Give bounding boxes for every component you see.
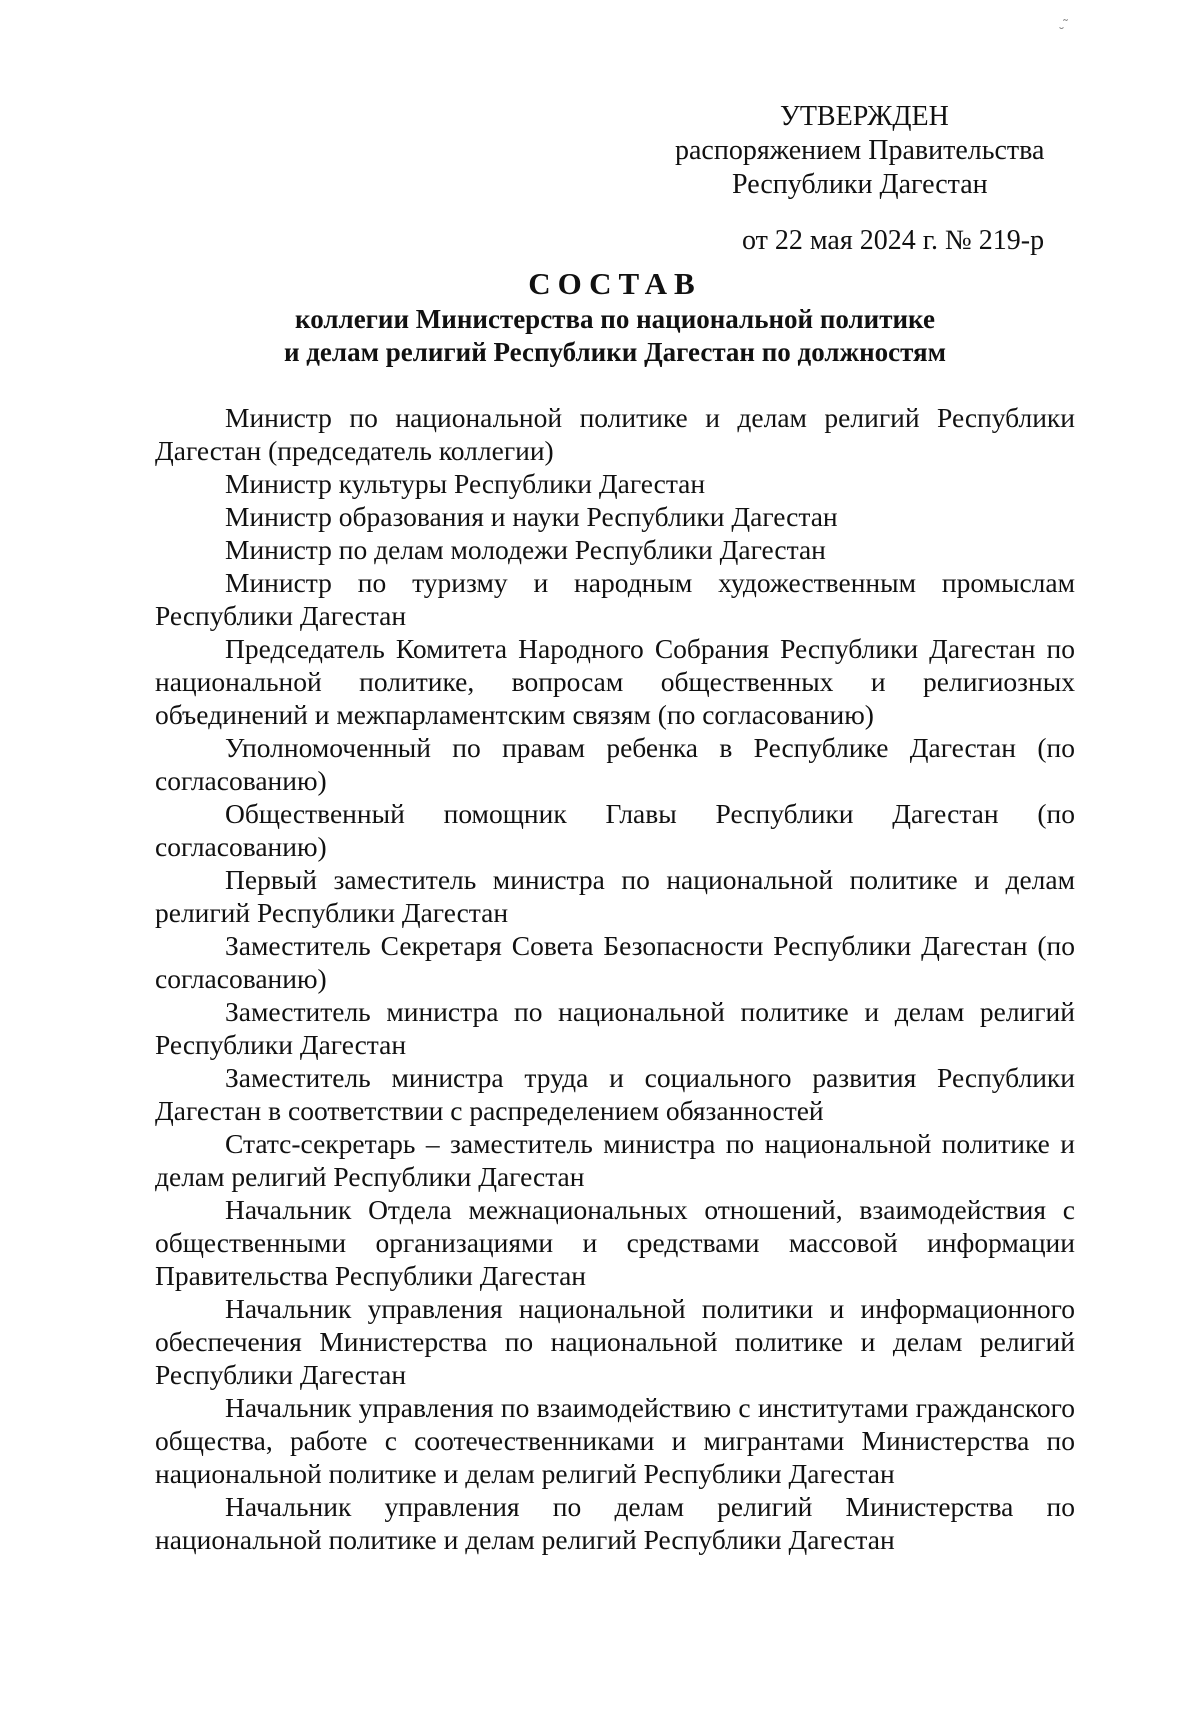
member-item: Председатель Комитета Народного Собрания Республики Дагестан по национальной политике, вопросам общественных и религиозных объединений и межпарламентским связям (по согласованию) [155, 633, 1075, 730]
scan-speck: ˘ [1058, 26, 1065, 42]
approval-order-type: распоряжением Правительства [675, 135, 1045, 166]
document-subtitle-line-1: коллегии Министерства по национальной политике [295, 304, 935, 334]
approval-date-number: от 22 мая 2024 г. № 219-р [742, 225, 1045, 256]
member-item: Министр по делам молодежи Республики Дагестан [225, 534, 826, 565]
scan-speck: ˜ [1062, 18, 1069, 34]
member-item: Начальник Отдела межнациональных отношений, взаимодействия с общественными организациями и средствами массовой информации Правительства Республики Дагестан [155, 1194, 1075, 1291]
approval-block [600, 100, 1120, 258]
member-item: Министр по национальной политике и делам религий Республики Дагестан (председатель коллегии) [155, 402, 1075, 466]
member-item: Заместитель министра труда и социального развития Республики Дагестан в соответствии с распределением обязанностей [155, 1062, 1075, 1126]
document-title: СОСТАВ [528, 266, 702, 301]
member-item: Заместитель министра по национальной политике и делам религий Республики Дагестан [155, 996, 1075, 1060]
member-item: Общественный помощник Главы Республики Дагестан (по согласованию) [155, 798, 1075, 862]
member-item: Заместитель Секретаря Совета Безопасности Республики Дагестан (по согласованию) [155, 930, 1075, 994]
member-item: Уполномоченный по правам ребенка в Республике Дагестан (по согласованию) [155, 732, 1075, 796]
member-item: Министр по туризму и народным художественным промыслам Республики Дагестан [155, 567, 1075, 631]
member-item: Первый заместитель министра по национальной политике и делам религий Республики Дагестан [155, 864, 1075, 928]
member-item: Министр образования и науки Республики Дагестан [225, 501, 838, 532]
document-subtitle-line-2: и делам религий Республики Дагестан по должностям [283, 337, 947, 367]
member-item: Начальник управления национальной политики и информационного обеспечения Министерства по национальной политике и делам религий Республики Дагестан [155, 1293, 1075, 1390]
member-item: Начальник управления по взаимодействию с институтами гражданского общества, работе с соотечественниками и мигрантами Министерства по национальной политике и делам религий Республики Дагестан [155, 1392, 1075, 1489]
member-item: Начальник управления по делам религий Министерства по национальной политике и делам религий Республики Дагестан [155, 1491, 1075, 1555]
approval-heading: УТВЕРЖДЕН [780, 101, 949, 132]
members-list [155, 401, 1075, 1556]
member-item: Статс-секретарь – заместитель министра по национальной политике и делам религий Республики Дагестан [155, 1128, 1075, 1192]
member-item: Министр культуры Республики Дагестан [225, 468, 706, 499]
approval-issuer: Республики Дагестан [732, 169, 988, 200]
